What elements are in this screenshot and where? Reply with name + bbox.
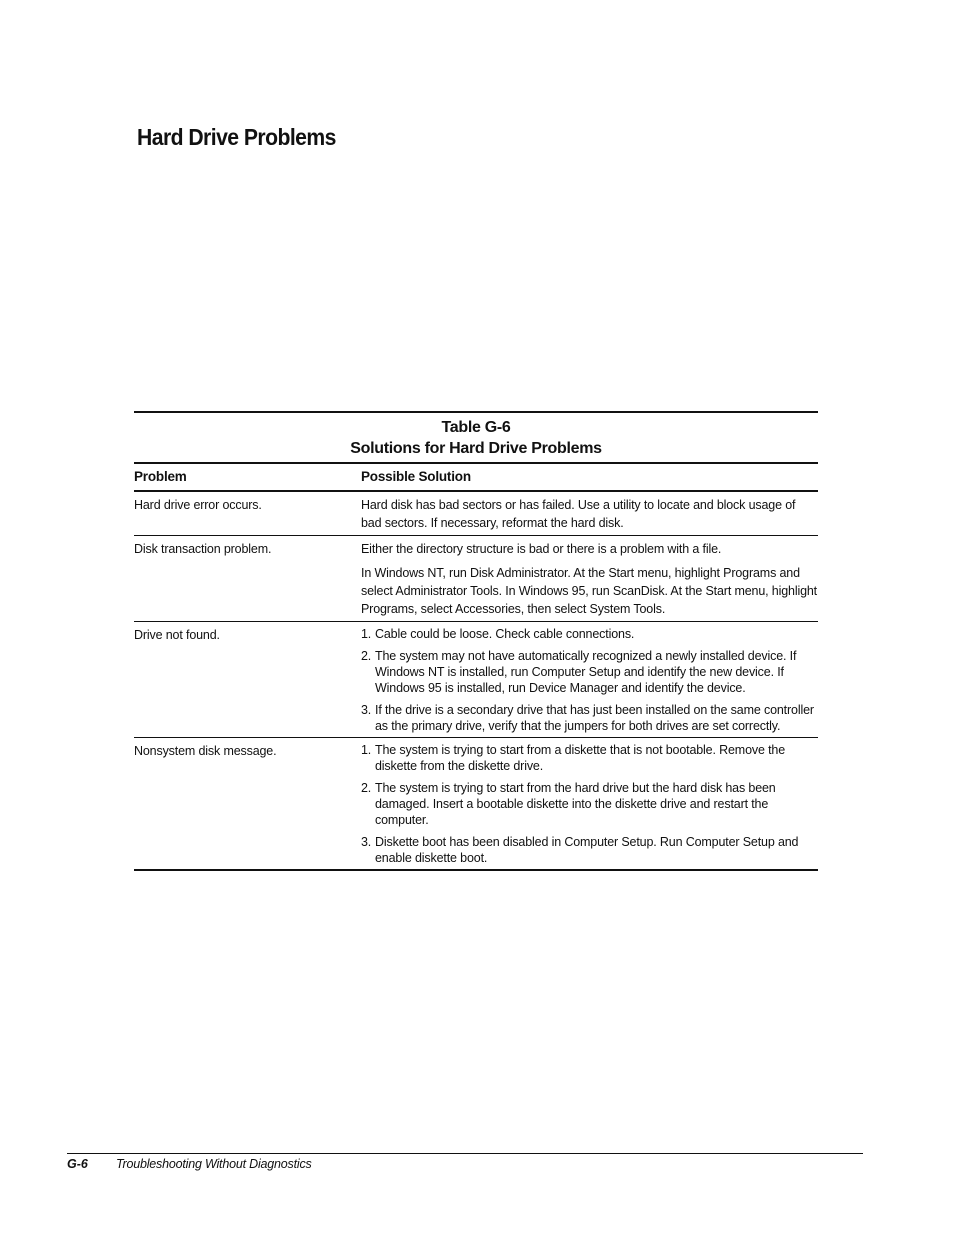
list-number: 2. <box>361 649 372 663</box>
page-title: Hard Drive Problems <box>137 124 336 150</box>
header-possible-solution: Possible Solution <box>361 469 471 484</box>
solution-paragraph: Either the directory structure is bad or there is a problem with a file. <box>361 542 722 556</box>
header-problem: Problem <box>134 469 187 484</box>
list-text: Diskette boot has been disabled in Computer Setup. Run Computer Setup and enable diskette boot. <box>375 835 799 865</box>
solutions-table <box>134 411 818 871</box>
problem-cell: Nonsystem disk message. <box>134 744 277 758</box>
solution-list-item <box>361 780 818 828</box>
solution-cell <box>361 742 818 866</box>
table-row <box>134 535 818 621</box>
list-number: 1. <box>361 627 372 641</box>
list-text: The system is trying to start from a diskette that is not bootable. Remove the diskette from the diskette drive. <box>375 743 786 773</box>
footer-chapter-title: Troubleshooting Without Diagnostics <box>116 1157 312 1171</box>
solution-cell <box>361 626 818 734</box>
solution-list-item <box>361 742 818 774</box>
solution-paragraph: Hard disk has bad sectors or has failed. Use a utility to locate and block usage of bad sectors. If necessary, reformat the hard disk. <box>361 498 796 530</box>
problem-cell: Hard drive error occurs. <box>134 498 262 512</box>
table-row <box>134 737 818 869</box>
solution-list-item <box>361 648 818 696</box>
table-header-row <box>134 462 818 492</box>
list-number: 3. <box>361 835 372 849</box>
problem-cell: Disk transaction problem. <box>134 542 272 556</box>
list-number: 2. <box>361 781 372 795</box>
solution-list-item <box>361 702 818 734</box>
list-text: The system is trying to start from the hard drive but the hard disk has been damaged. Insert a bootable diskette into the diskette drive and restart the computer. <box>375 781 776 827</box>
list-text: Cable could be loose. Check cable connections. <box>375 627 635 641</box>
footer-rule <box>67 1153 863 1154</box>
table-row <box>134 621 818 737</box>
solution-list-item <box>361 626 818 642</box>
solution-cell <box>361 496 818 532</box>
list-number: 1. <box>361 743 372 757</box>
table-row <box>134 492 818 535</box>
table-number: Table G-6 <box>441 419 511 436</box>
solution-paragraph: In Windows NT, run Disk Administrator. At the Start menu, highlight Programs and select Administrator Tools. In Windows 95, run ScanDisk. At the Start menu, highlight Programs, select Accessories, then select System Tools. <box>361 566 817 616</box>
problem-cell: Drive not found. <box>134 628 220 642</box>
list-number: 3. <box>361 703 372 717</box>
list-text: The system may not have automatically recognized a newly installed device. If Windows NT is installed, run Computer Setup and identify the new device. If Windows 95 is installed, run Device Manager and identify the device. <box>375 649 797 695</box>
footer-page-number: G-6 <box>67 1157 88 1171</box>
table-title: Solutions for Hard Drive Problems <box>350 440 602 457</box>
list-text: If the drive is a secondary drive that has just been installed on the same controller as the primary drive, verify that the jumpers for both drives are set correctly. <box>375 703 814 733</box>
solution-list-item <box>361 834 818 866</box>
solution-cell <box>361 540 818 618</box>
table-caption <box>134 413 818 462</box>
